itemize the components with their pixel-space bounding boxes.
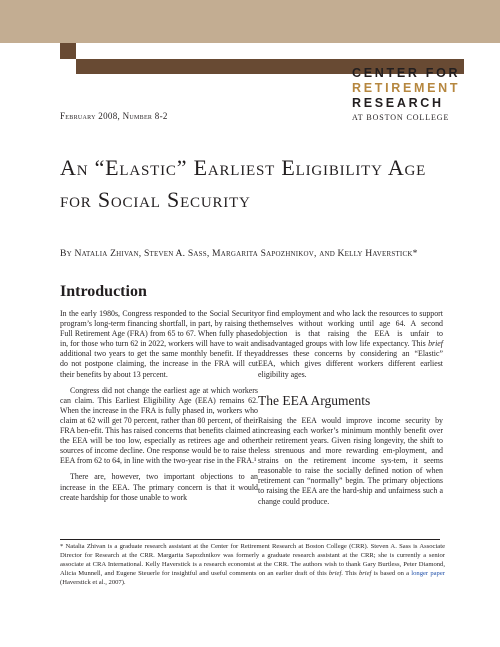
longer-paper-link[interactable]: longer paper <box>411 569 445 577</box>
document-title: An “Elastic” Earliest Eligibility Age for Social Security <box>60 155 427 212</box>
eea-paragraph-1: Raising the EEA would improve income security by increasing each worker’s minimum monthly benefit over their retirement years. Given rising longevity, the shift to less strenuous and more rewarding em-ployment, and strains on the retirement income sys-tem, it seems reasonable to raise the socially defined notion of when retirement can “normally” begin. The primary objections to raising the EEA are the hard-ship and unfairness such a change could produce. <box>258 415 443 506</box>
introduction-heading: Introduction <box>60 283 147 300</box>
author-line: By Natalia Zhivan, Steven A. Sass, Margarita Sapozhnikov, and Kelly Haverstick* <box>60 248 418 259</box>
brief-italic: brief <box>428 339 443 349</box>
issue-dateline: February 2008, Number 8-2 <box>60 111 168 121</box>
footnote-text-d: (Haverstick et al., 2007). <box>60 578 126 586</box>
left-column <box>60 309 258 503</box>
crr-logo <box>352 66 480 122</box>
intro-p3-cont-text: or find employment and who lack the resources to support themselves without working until age 64. A second objection is that raising the EEA is unfair to disadvantaged groups with low life expectancy. This <box>258 309 443 349</box>
footnote-text-c: is based on a <box>373 569 410 577</box>
logo-line-4: AT BOSTON COLLEGE <box>352 113 450 122</box>
footnote-brief-2: brief <box>358 569 372 577</box>
footnote-brief-1: brief <box>328 569 342 577</box>
intro-paragraph-3-continued <box>258 309 443 380</box>
footnote-text-a: * Natalia Zhivan is a graduate research assistant at the Center for Retirement Research at Boston College (CRR). Steven A. Sass is Associate Director for Research at the CRR. Margarita Sapozhnikov was formerly a graduate research assistant at the CRR; she is currently a senior associate at CRA International. Kelly Haverstick is a research economist at the CRR. The authors wish to thank Gary Burtless, Peter Diamond, Alicia Munnell, and Eugene Steuerle for insightful and useful comments on an earlier draft of this <box>60 543 445 577</box>
intro-paragraph-2: Congress did not change the earliest age at which workers can claim. This Earliest Eligibility Age (EEA) remains 62. When the increase in the FRA is fully phased in, workers who claim at 62 will get 70 percent, rather than 80 percent, of their FRA ben-efit. This has raised concerns that benefits claimed at the EEA will be too low, especially as retirees age and other sources of income decline. One response would be to raise the EEA from 62 to 64, in line with the two-year rise in the FRA.¹ <box>60 385 258 466</box>
footnote-divider <box>60 539 440 540</box>
intro-p3-end-text: addresses these concerns by considering an “Elastic” EEA, which gives different workers different earliest eligibility ages. <box>258 349 443 379</box>
right-column <box>258 309 443 507</box>
decorative-square <box>60 43 76 59</box>
footnote-text-b: . This <box>341 569 357 577</box>
logo-line-2: RETIREMENT <box>352 81 461 95</box>
eea-heading: The EEA Arguments <box>258 392 371 408</box>
logo-line-1: CENTER FOR <box>352 66 461 80</box>
intro-paragraph-3: There are, however, two important objections to an increase in the EEA. The primary concern is that it would create hardship for those unable to work <box>60 472 258 502</box>
intro-paragraph-1: In the early 1980s, Congress responded to the Social Security program’s long-term financing shortfall, in part, by raising the Full Retirement Age (FRA) from 65 to 67. When fully phased in, for those who turn 62 in 2022, workers will have to wait an additional two years to get the same monthly benefit. If they do not postpone claiming, the increase in the FRA will cut their benefits by about 13 percent. <box>60 309 258 379</box>
footnote <box>60 543 445 588</box>
logo-line-3: RESEARCH <box>352 96 444 110</box>
header-band <box>0 0 500 43</box>
